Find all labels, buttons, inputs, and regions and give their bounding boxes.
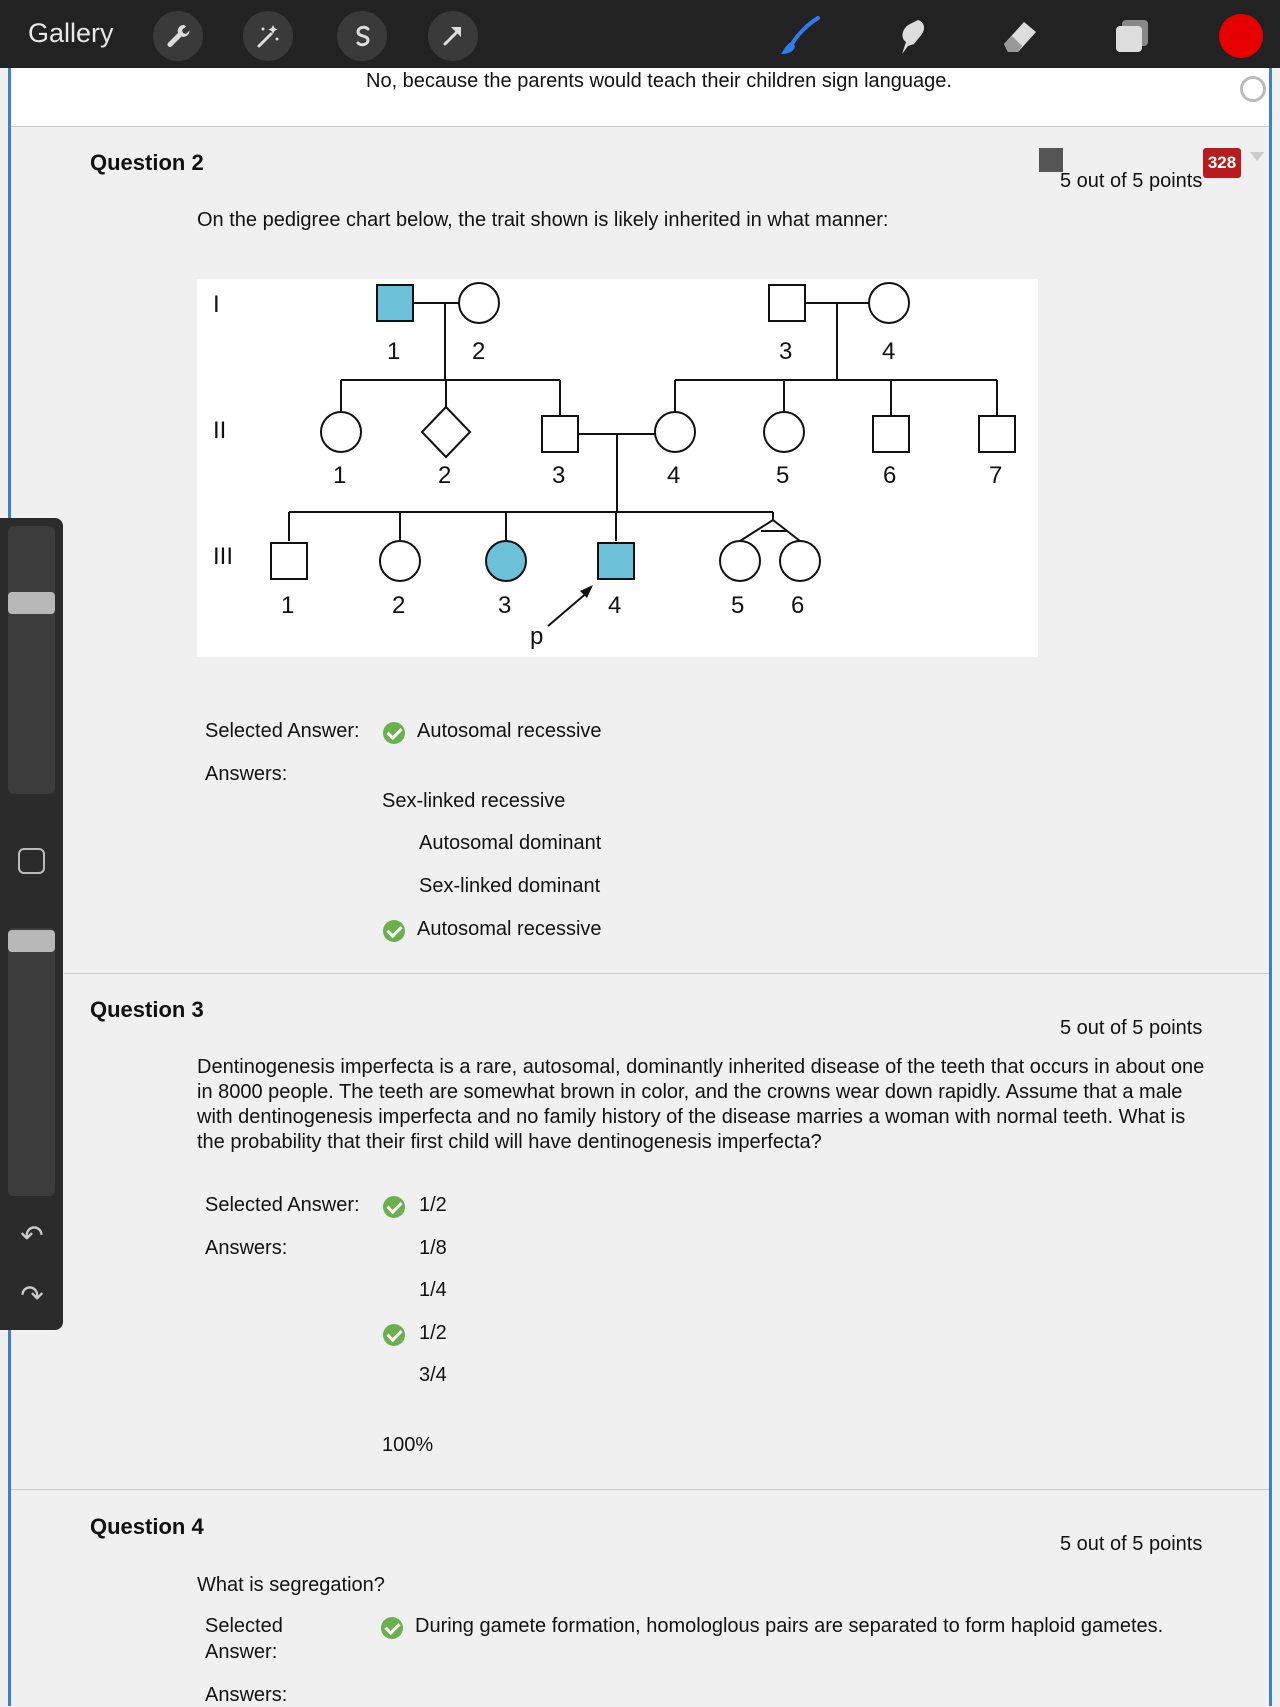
check-icon xyxy=(383,1196,405,1218)
q2-answers-label: Answers: xyxy=(205,763,288,785)
individual-III-4 xyxy=(598,543,634,579)
magic-wand-icon[interactable] xyxy=(243,11,293,61)
label-III-3: 3 xyxy=(498,592,512,619)
q4-answers-label: Answers: xyxy=(205,1684,288,1706)
individual-II-2 xyxy=(422,407,470,457)
question-3-title: Question 3 xyxy=(90,997,204,1022)
question-4-prompt: What is segregation? xyxy=(197,1574,385,1596)
brush-size-handle[interactable] xyxy=(8,592,55,614)
label-III-2: 2 xyxy=(392,592,406,619)
transform-arrow-icon[interactable] xyxy=(428,11,478,61)
question-4-title: Question 4 xyxy=(90,1514,204,1539)
power-icon[interactable] xyxy=(1240,76,1266,102)
question-3-prompt xyxy=(197,1055,1257,1155)
individual-II-4 xyxy=(655,412,695,452)
q2-answer-4: Autosomal recessive xyxy=(417,918,602,940)
q2-answer-2: Autosomal dominant xyxy=(419,832,602,854)
check-icon xyxy=(381,1617,403,1639)
label-I-3: 3 xyxy=(779,338,793,365)
divider xyxy=(11,1489,1269,1490)
label-II-4: 4 xyxy=(667,462,681,489)
q3-selected-label: Selected Answer: xyxy=(205,1194,360,1216)
label-II-5: 5 xyxy=(776,462,790,489)
individual-III-3 xyxy=(486,541,526,581)
label-II-6: 6 xyxy=(883,462,897,489)
q3-percent: 100% xyxy=(382,1434,434,1456)
question-4-points: 5 out of 5 points xyxy=(1060,1533,1203,1555)
brush-icon[interactable] xyxy=(776,12,824,60)
individual-II-3 xyxy=(542,416,578,452)
label-II-7: 7 xyxy=(989,462,1003,489)
divider xyxy=(11,126,1269,127)
label-I-2: 2 xyxy=(472,338,486,365)
q3-answer-3: 1/2 xyxy=(419,1322,447,1344)
question-2-points: 5 out of 5 points xyxy=(1060,170,1203,192)
check-icon xyxy=(383,722,405,744)
label-III-4: 4 xyxy=(608,592,622,619)
q3-prompt-line: with dentinogenesis imperfecta and no family history of the disease marries a woman with normal teeth. What is xyxy=(197,1106,1186,1128)
individual-II-7 xyxy=(979,416,1015,452)
individual-I-1 xyxy=(377,285,413,321)
q4-selected-label-line1: Selected xyxy=(205,1615,283,1637)
previous-answer-text: No, because the parents would teach their children sign language. xyxy=(366,70,952,92)
label-I-1: 1 xyxy=(387,338,401,365)
q2-answer-1: Sex-linked recessive xyxy=(382,790,566,812)
generation-label-II: II xyxy=(213,417,227,444)
label-III-5: 5 xyxy=(731,592,745,619)
q2-selected-label: Selected Answer: xyxy=(205,720,360,742)
label-II-2: 2 xyxy=(438,462,452,489)
q3-answer-4: 3/4 xyxy=(419,1364,447,1386)
chevron-down-icon[interactable] xyxy=(1250,152,1264,161)
user-avatar-icon xyxy=(1039,148,1063,172)
individual-II-6 xyxy=(873,416,909,452)
individual-III-1 xyxy=(271,543,307,579)
individual-III-2 xyxy=(380,541,420,581)
color-picker-swatch[interactable] xyxy=(1219,14,1263,58)
question-2-prompt: On the pedigree chart below, the trait shown is likely inherited in what manner: xyxy=(197,209,889,231)
app-toolbar xyxy=(0,0,1280,68)
right-canvas-edge xyxy=(1269,68,1272,1706)
generation-label-I: I xyxy=(213,291,220,318)
pedigree-chart xyxy=(197,279,1038,657)
q3-prompt-line: Dentinogenesis imperfecta is a rare, autosomal, dominantly inherited disease of the teeth that occurs in about one xyxy=(197,1056,1205,1078)
q4-selected-label-line2: Answer: xyxy=(205,1641,278,1663)
divider xyxy=(64,973,1269,974)
q3-answer-2: 1/4 xyxy=(419,1279,447,1301)
selection-icon[interactable] xyxy=(337,11,387,61)
individual-II-5 xyxy=(764,412,804,452)
individual-I-3 xyxy=(769,285,805,321)
smudge-icon[interactable] xyxy=(886,12,934,60)
label-III-1: 1 xyxy=(281,592,295,619)
q3-answers-label: Answers: xyxy=(205,1237,288,1259)
q3-prompt-line: the probability that their first child will have dentinogenesis imperfecta? xyxy=(197,1131,822,1153)
individual-III-6 xyxy=(780,541,820,581)
label-II-1: 1 xyxy=(333,462,347,489)
notification-badge[interactable]: 328 xyxy=(1203,148,1241,178)
q3-prompt-line: in 8000 people. The teeth are somewhat brown in color, and the crowns wear down rapidly. Assume that a male xyxy=(197,1081,1183,1103)
question-3-points: 5 out of 5 points xyxy=(1060,1017,1203,1039)
redo-icon[interactable]: ↷ xyxy=(20,1279,44,1311)
individual-III-5 xyxy=(720,541,760,581)
q3-selected-value: 1/2 xyxy=(419,1194,447,1216)
individual-I-4 xyxy=(869,283,909,323)
q3-answer-1: 1/8 xyxy=(419,1237,447,1259)
individual-I-2 xyxy=(459,283,499,323)
question-2-title: Question 2 xyxy=(90,150,204,175)
brush-size-slider[interactable] xyxy=(8,526,55,794)
label-I-4: 4 xyxy=(882,338,896,365)
individual-II-1 xyxy=(321,412,361,452)
proband-label: p xyxy=(530,623,544,650)
undo-icon[interactable]: ↶ xyxy=(20,1219,44,1251)
label-III-6: 6 xyxy=(791,592,805,619)
side-control-panel xyxy=(0,518,63,1330)
q2-answer-3: Sex-linked dominant xyxy=(419,875,601,897)
eraser-icon[interactable] xyxy=(996,12,1044,60)
generation-label-III: III xyxy=(213,543,234,570)
opacity-slider[interactable] xyxy=(8,928,55,1196)
modify-button[interactable] xyxy=(18,848,45,874)
q4-selected-value: During gamete formation, homologlous pairs are separated to form haploid gametes. xyxy=(415,1615,1164,1637)
label-II-3: 3 xyxy=(552,462,566,489)
opacity-handle[interactable] xyxy=(8,930,55,952)
check-icon xyxy=(383,920,405,942)
q2-selected-value: Autosomal recessive xyxy=(417,720,602,742)
check-icon xyxy=(383,1324,405,1346)
gallery-button[interactable]: Gallery xyxy=(28,18,114,48)
wrench-icon[interactable] xyxy=(153,11,203,61)
layers-icon[interactable] xyxy=(1108,12,1156,60)
